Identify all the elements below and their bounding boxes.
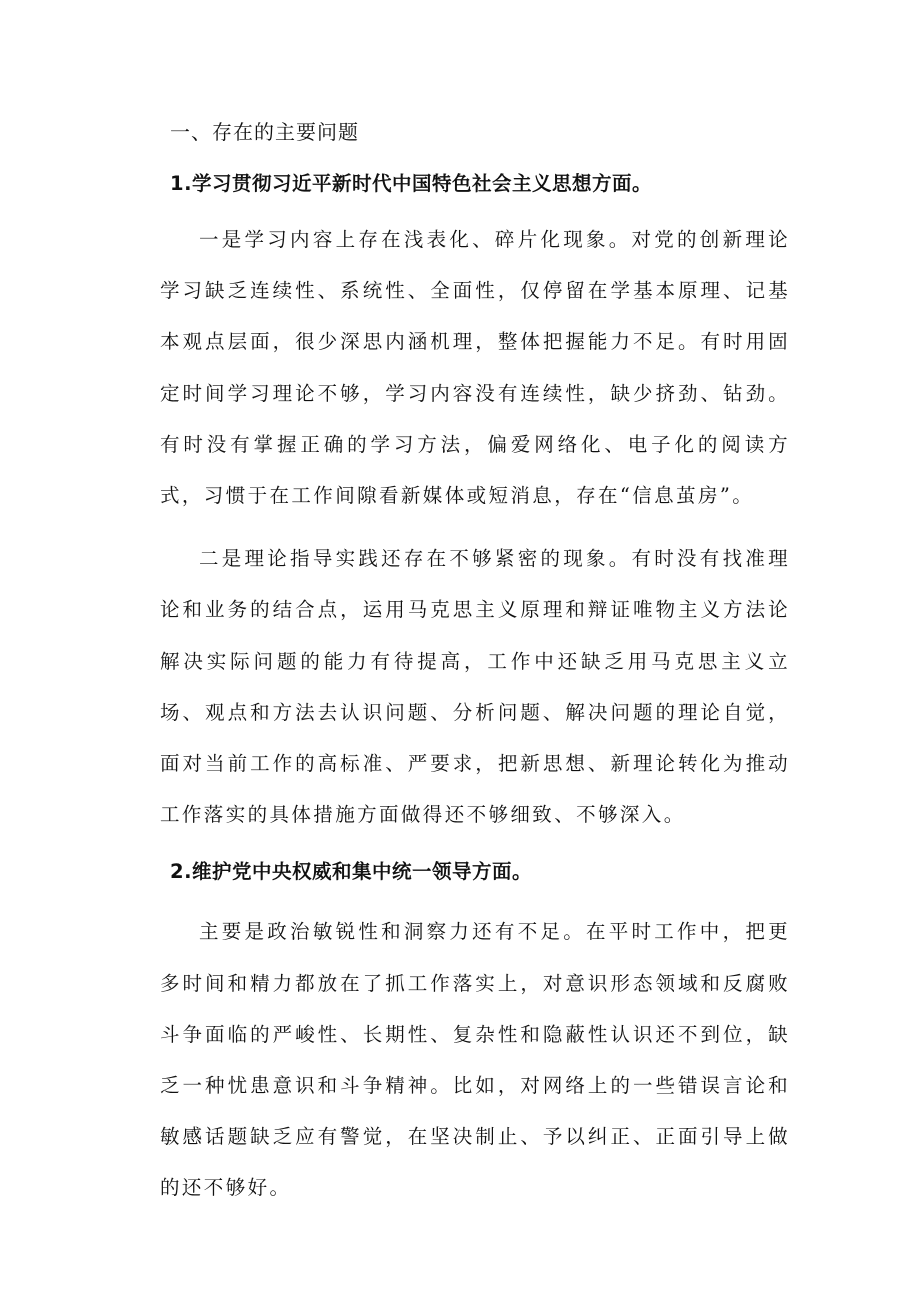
spacer <box>160 521 790 533</box>
section-heading: 一、存在的主要问题 <box>170 120 359 144</box>
paragraph-political-sensitivity: 主要是政治敏锐性和洞察力还有不足。在平时工作中，把更多时间和精力都放在了抓工作落实上，对意识形态领域和反腐败斗争面临的严峻性、长期性、复杂性和隐蔽性认识还不到位，缺乏一种忧患意识和斗争精神。比如，对网络上的一些错误言论和敏感话题缺乏应有警觉，在坚决制止、予以纠正、正面引导上做的还不够好。 <box>160 920 790 1200</box>
subsection-title-1: 1.学习贯彻习近平新时代中国特色社会主义思想方面。 <box>170 172 652 195</box>
spacer <box>160 892 790 906</box>
document-body <box>160 112 790 1214</box>
spacer <box>160 204 790 214</box>
subsection-title-2: 2.维护党中央权威和集中统一领导方面。 <box>170 860 532 884</box>
spacer <box>160 152 790 164</box>
paragraph-theory-practice: 二是理论指导实践还存在不够紧密的现象。有时没有找准理论和业务的结合点，运用马克思主义原理和辩证唯物主义方法论解决实际问题的能力有待提高，工作中还缺乏用马克思主义立场、观点和方法去认识问题、分析问题、解决问题的理论自觉，面对当前工作的高标准、严要求，把新思想、新理论转化为推动工作落实的具体措施方面做得还不够细致、不够深入。 <box>160 547 790 827</box>
spacer <box>160 840 790 852</box>
paragraph-study-content: 一是学习内容上存在浅表化、碎片化现象。对党的创新理论学习缺乏连续性、系统性、全面性，仅停留在学基本原理、记基本观点层面，很少深思内涵机理，整体把握能力不足。有时用固定时间学习理论不够，学习内容没有连续性，缺少挤劲、钻劲。有时没有掌握正确的学习方法，偏爱网络化、电子化的阅读方式，习惯于在工作间隙看新媒体或短消息，存在“信息茧房”。 <box>160 228 790 508</box>
